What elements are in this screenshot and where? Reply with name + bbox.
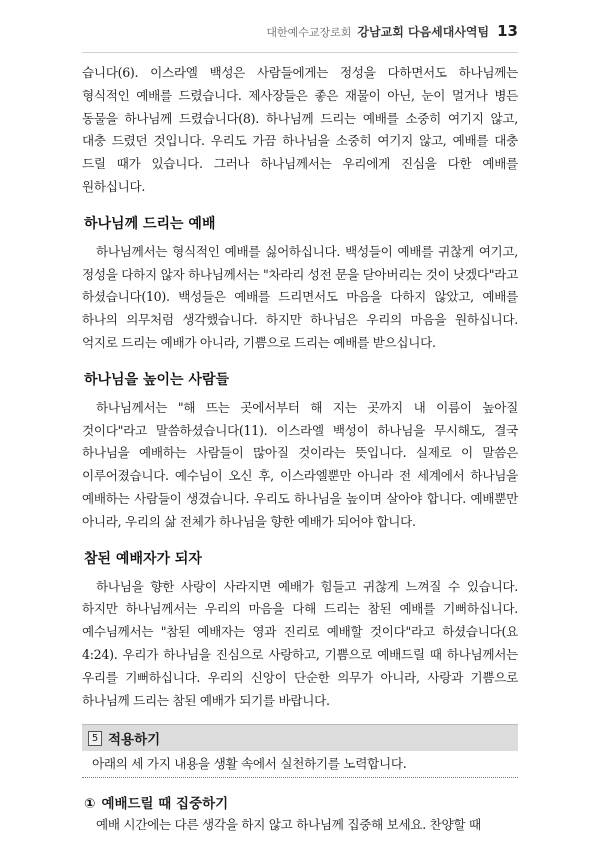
section-heading-true-worshiper: 참된 예배자가 되자 — [84, 550, 202, 567]
page-header — [82, 22, 518, 53]
church-name: 대한예수교장로회 — [266, 26, 352, 39]
page-number: 13 — [497, 22, 518, 40]
section-paragraph-exalt: 하나님께서는 "해 뜨는 곳에서부터 해 지는 곳까지 내 이름이 높아질 것이다"라고 말씀하셨습니다(11). 이스라엘 백성이 하나님을 무시해도, 결국 하나님을 예배하는 사람들이 많아질 것이라는 뜻입니다. 실제로 이 말씀은 이루어졌습니다. 예수님이 오신 후, 이스라엘뿐만 아니라 전 세계에서 하나님을 예배하는 사람들이 생겼습니다. 우리도 하나님을 높이며 살아야 합니다. 예배뿐만 아니라, 우리의 삶 전체가 하나님을 향한 예배가 되어야 합니다. — [82, 399, 518, 529]
subsection-paragraph: 예배 시간에는 다른 생각을 하지 않고 하나님께 집중해 보세요. 찬양할 때 — [96, 817, 481, 833]
subsection-heading — [82, 792, 518, 812]
section-heading-exalt: 하나님을 높이는 사람들 — [84, 371, 229, 388]
application-box — [82, 724, 518, 778]
section-paragraph-true-worshiper: 하나님을 향한 사랑이 사라지면 예배가 힘들고 귀찮게 느껴질 수 있습니다. 하지만 하나님께서는 우리의 마음을 다해 드리는 참된 예배를 기뻐하십니다. 예수님께서는 "참된 예배자는 영과 진리로 예배할 것이다"라고 하셨습니다(요 4:24). 우리가 하나님을 진심으로 사랑하고, 기쁨으로 예배드릴 때 하나님께서는 우리를 기뻐하십니다. 우리의 신앙이 단순한 의무가 아니라, 사랑과 기쁨으로 하나님께 드리는 참된 예배가 되기를 바랍니다. — [82, 578, 518, 708]
series-title: 강남교회 다음세대사역팀 — [357, 25, 490, 39]
application-instruction: 아래의 세 가지 내용을 생활 속에서 실천하기를 노력합니다. — [82, 751, 518, 778]
intro-paragraph: 습니다(6). 이스라엘 백성은 사람들에게는 정성을 다하면서도 하나님께는 형식적인 예배를 드렸습니다. 제사장들은 좋은 재물이 아닌, 눈이 멀거나 병든 동물을 하나님께 드렸습니다(8). 하나님께 드리는 예배를 소중히 여기지 않고, 대충 드렸던 것입니다. 우리도 가끔 하나님을 소중히 여기지 않고, 예배를 대충 드릴 때가 있습니다. 그러나 하나님께서는 우리에게 진심을 다한 예배를 원하십니다. — [82, 65, 518, 194]
application-title: 적용하기 — [108, 732, 161, 749]
page-content — [82, 62, 518, 837]
section-paragraph-worship: 하나님께서는 형식적인 예배를 싫어하십니다. 백성들이 예배를 귀찮게 여기고, 정성을 다하지 않자 하나님께서는 "차라리 성전 문을 닫아버리는 것이 낫겠다"라고 하셨습니다(10). 백성들은 예배를 드리면서도 마음을 다하지 않았고, 예배를 하나의 의무처럼 생각했습니다. 하지만 하나님은 우리의 마음을 원하십니다. 억지로 드리는 예배가 아니라, 기쁨으로 드리는 예배를 받으십니다. — [82, 243, 518, 350]
application-header — [82, 724, 518, 751]
subsection-title: 예배드릴 때 집중하기 — [101, 796, 229, 813]
application-number-badge: 5 — [88, 731, 102, 746]
subsection-number: ① — [84, 796, 96, 813]
section-heading-worship: 하나님께 드리는 예배 — [84, 215, 216, 232]
